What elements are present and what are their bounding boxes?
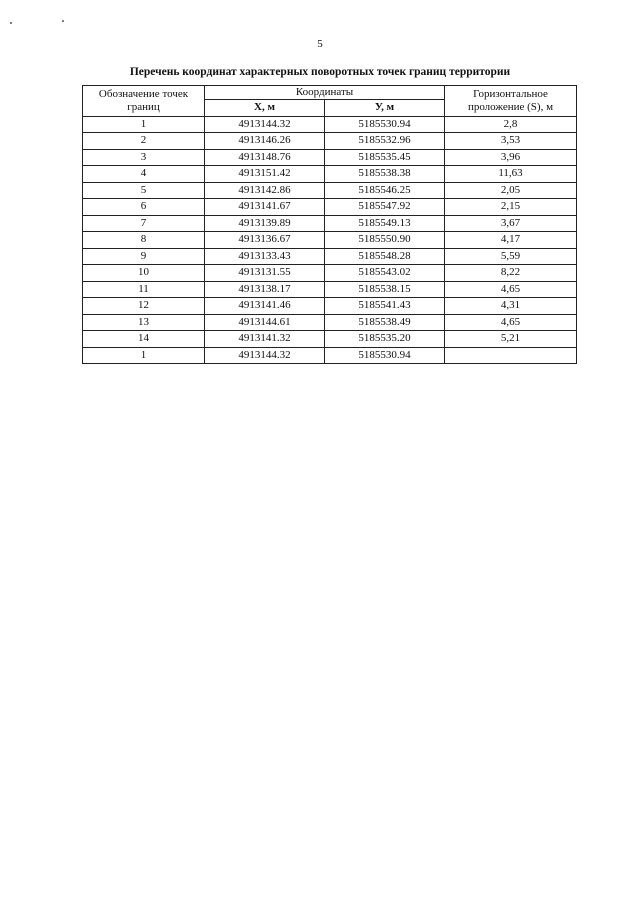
cell-x: 4913151.42 bbox=[205, 166, 325, 183]
cell-x: 4913141.67 bbox=[205, 199, 325, 216]
cell-y: 5185538.49 bbox=[325, 314, 445, 331]
table-row bbox=[83, 215, 577, 232]
cell-y: 5185541.43 bbox=[325, 298, 445, 315]
cell-y: 5185530.94 bbox=[325, 116, 445, 133]
table-row bbox=[83, 265, 577, 282]
table-row bbox=[83, 298, 577, 315]
cell-point: 8 bbox=[83, 232, 205, 249]
cell-distance: 5,21 bbox=[445, 331, 577, 348]
table-row bbox=[83, 166, 577, 183]
table-row bbox=[83, 199, 577, 216]
table-row bbox=[83, 281, 577, 298]
cell-distance: 5,59 bbox=[445, 248, 577, 265]
cell-x: 4913148.76 bbox=[205, 149, 325, 166]
header-coordinates: Координаты bbox=[205, 86, 445, 100]
cell-distance: 4,31 bbox=[445, 298, 577, 315]
table-row bbox=[83, 248, 577, 265]
table-row bbox=[83, 116, 577, 133]
cell-x: 4913146.26 bbox=[205, 133, 325, 150]
cell-point: 14 bbox=[83, 331, 205, 348]
cell-point: 1 bbox=[83, 347, 205, 364]
table-row bbox=[83, 182, 577, 199]
coordinates-table bbox=[82, 85, 577, 364]
cell-distance: 3,53 bbox=[445, 133, 577, 150]
cell-point: 10 bbox=[83, 265, 205, 282]
cell-y: 5185548.28 bbox=[325, 248, 445, 265]
cell-y: 5185535.20 bbox=[325, 331, 445, 348]
header-x: X, м bbox=[205, 100, 325, 117]
cell-x: 4913141.46 bbox=[205, 298, 325, 315]
cell-x: 4913139.89 bbox=[205, 215, 325, 232]
cell-x: 4913141.32 bbox=[205, 331, 325, 348]
cell-distance: 3,96 bbox=[445, 149, 577, 166]
cell-distance: 2,05 bbox=[445, 182, 577, 199]
table-row bbox=[83, 347, 577, 364]
cell-x: 4913138.17 bbox=[205, 281, 325, 298]
cell-distance: 4,65 bbox=[445, 314, 577, 331]
cell-y: 5185535.45 bbox=[325, 149, 445, 166]
cell-distance: 4,17 bbox=[445, 232, 577, 249]
cell-distance: 2,8 bbox=[445, 116, 577, 133]
cell-point: 9 bbox=[83, 248, 205, 265]
cell-y: 5185538.38 bbox=[325, 166, 445, 183]
cell-point: 6 bbox=[83, 199, 205, 216]
cell-point: 12 bbox=[83, 298, 205, 315]
table-row bbox=[83, 149, 577, 166]
page-number: 5 bbox=[317, 38, 323, 50]
cell-distance: 11,63 bbox=[445, 166, 577, 183]
cell-point: 5 bbox=[83, 182, 205, 199]
cell-point: 4 bbox=[83, 166, 205, 183]
cell-distance: 4,65 bbox=[445, 281, 577, 298]
document-title: Перечень координат характерных поворотных точек границ территории bbox=[129, 66, 511, 78]
cell-x: 4913131.55 bbox=[205, 265, 325, 282]
cell-y: 5185530.94 bbox=[325, 347, 445, 364]
table-row bbox=[83, 314, 577, 331]
cell-y: 5185543.02 bbox=[325, 265, 445, 282]
cell-point: 3 bbox=[83, 149, 205, 166]
cell-y: 5185547.92 bbox=[325, 199, 445, 216]
cell-x: 4913142.86 bbox=[205, 182, 325, 199]
cell-y: 5185550.90 bbox=[325, 232, 445, 249]
cell-point: 7 bbox=[83, 215, 205, 232]
cell-distance: 8,22 bbox=[445, 265, 577, 282]
cell-x: 4913136.67 bbox=[205, 232, 325, 249]
header-horizontal-distance: Горизонтальное проложение (S), м bbox=[445, 86, 577, 117]
cell-point: 13 bbox=[83, 314, 205, 331]
cell-y: 5185532.96 bbox=[325, 133, 445, 150]
table-row bbox=[83, 331, 577, 348]
cell-point: 11 bbox=[83, 281, 205, 298]
cell-point: 1 bbox=[83, 116, 205, 133]
header-y: У, м bbox=[325, 100, 445, 117]
scan-speck bbox=[10, 22, 12, 24]
cell-point: 2 bbox=[83, 133, 205, 150]
cell-distance: 3,67 bbox=[445, 215, 577, 232]
cell-distance bbox=[445, 347, 577, 364]
cell-x: 4913144.61 bbox=[205, 314, 325, 331]
cell-y: 5185538.15 bbox=[325, 281, 445, 298]
cell-distance: 2,15 bbox=[445, 199, 577, 216]
cell-y: 5185546.25 bbox=[325, 182, 445, 199]
cell-x: 4913144.32 bbox=[205, 116, 325, 133]
header-point-designation: Обозначение точек границ bbox=[83, 86, 205, 117]
cell-x: 4913133.43 bbox=[205, 248, 325, 265]
table-row bbox=[83, 232, 577, 249]
cell-x: 4913144.32 bbox=[205, 347, 325, 364]
table-row bbox=[83, 133, 577, 150]
cell-y: 5185549.13 bbox=[325, 215, 445, 232]
scan-speck bbox=[62, 20, 64, 22]
